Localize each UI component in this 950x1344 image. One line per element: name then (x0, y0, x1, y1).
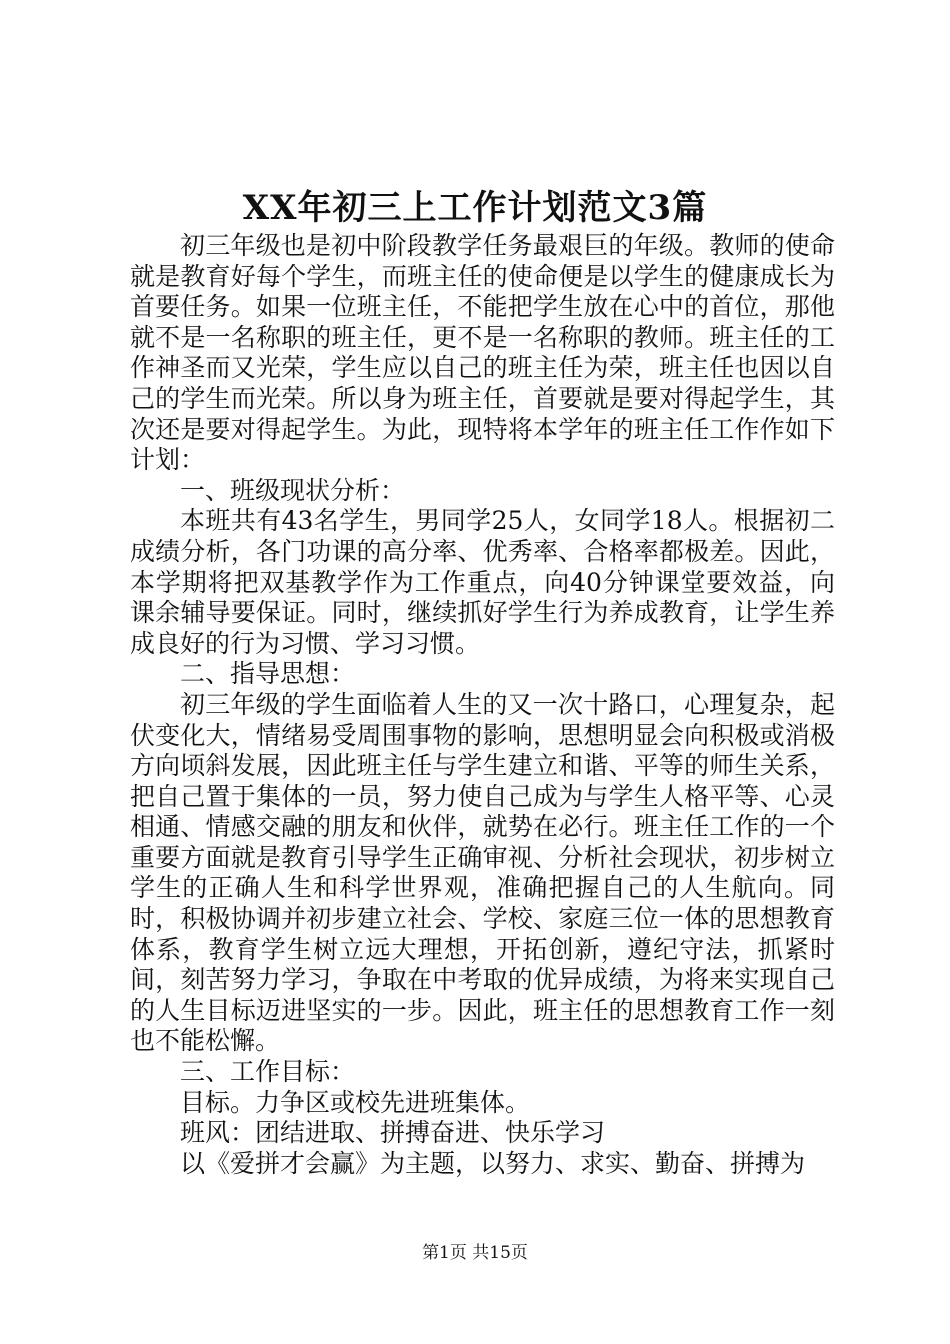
goal-paragraph: 目标。力争区或校先进班集体。 (180, 1087, 531, 1117)
page-number-footer: 第1页 共15页 (422, 1243, 528, 1263)
guiding-thought-paragraph: 初三年级的学生面临着人生的又一次十路口，心理复杂，起伏变化大，情绪易受周围事物的影响，思想明显会向积极或消极方向顷斜发展，因此班主任与学生建立和谐、平等的师生关系，把自己置于集体的一员，努力使自己成为与学生人格平等、心灵相通、情感交融的朋友和伙伴，就势在必行。班主任工作的一个重要方面就是教育引导学生正确审视、分析社会现状，初步树立学生的正确人生和科学世界观，准确把握自己的人生航向。同时，积极协调并初步建立社会、学校、家庭三位一体的思想教育体系，教育学生树立远大理想，开拓创新，遵纪守法，抓紧时间，刻苦努力学习，争取在中考取的优异成绩，为将来实现自己的人生目标迈进坚实的一步。因此，班主任的思想教育工作一刻也不能松懈。 (130, 689, 835, 1056)
section-heading-class-status: 一、班级现状分析： (180, 475, 406, 505)
section-heading-work-goals: 三、工作目标： (180, 1057, 356, 1087)
class-style-paragraph: 班风：团结进取、拼搏奋进、快乐学习 (180, 1118, 606, 1148)
document-title: XX年初三上工作计划范文3篇 (242, 188, 708, 228)
document-body (130, 231, 835, 1179)
section-heading-guiding-thought: 二、指导思想： (180, 659, 356, 689)
class-status-paragraph: 本班共有43名学生，男同学25人，女同学18人。根据初二成绩分析，各门功课的高分率、优秀率、合格率都极差。因此，本学期将把双基教学作为工作重点，向40分钟课堂要效益，向课余辅导要保证。同时，继续抓好学生行为养成教育，让学生养成良好的行为习惯、学习习惯。 (130, 506, 835, 658)
intro-paragraph: 初三年级也是初中阶段教学任务最艰巨的年级。教师的使命就是教育好每个学生，而班主任的使命便是以学生的健康成长为首要任务。如果一位班主任，不能把学生放在心中的首位，那他就不是一名称职的班主任，更不是一名称职的教师。班主任的工作神圣而又光荣，学生应以自己的班主任为荣，班主任也因以自己的学生而光荣。所以身为班主任，首要就是要对得起学生，其次还是要对得起学生。为此，现特将本学年的班主任工作作如下计划： (130, 231, 835, 475)
theme-paragraph: 以《爱拼才会赢》为主题，以努力、求实、勤奋、拼搏为 (180, 1148, 806, 1178)
